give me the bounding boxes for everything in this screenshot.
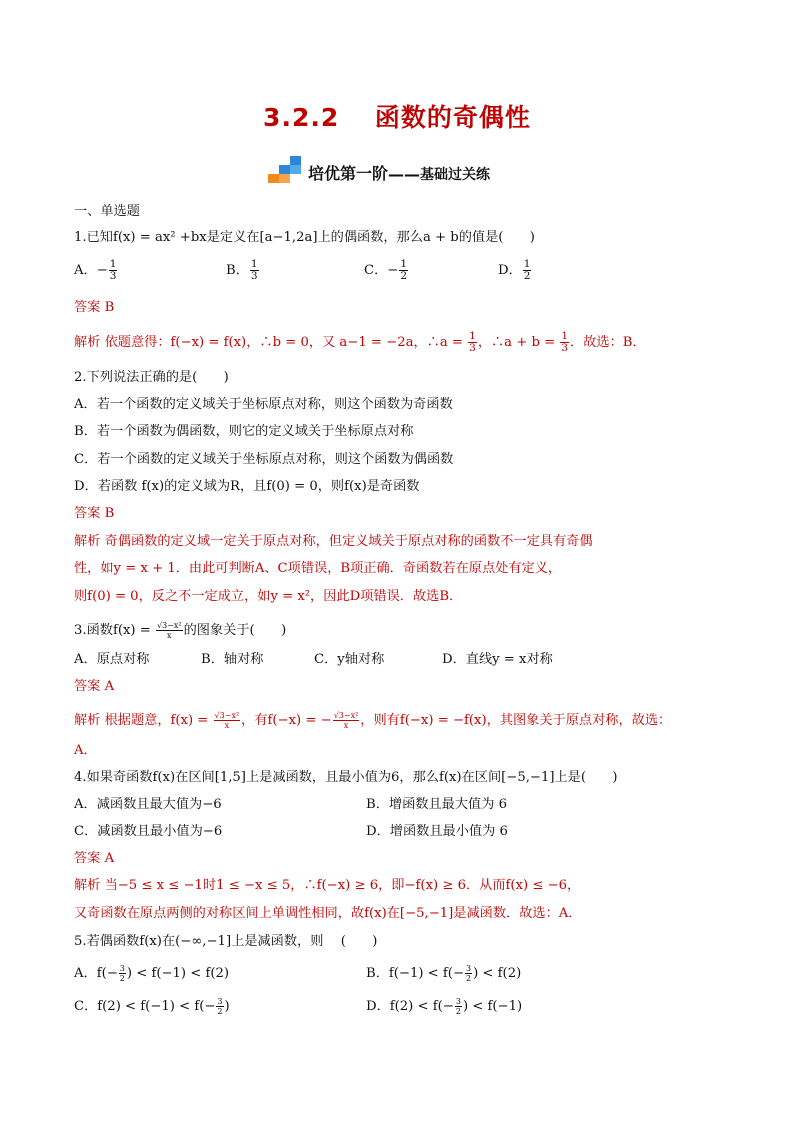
q2-analysis-line-3: 则f(0) = 0，反之不一定成立，如y = x²，因此D项错误．故选B． xyxy=(74,589,463,604)
q5-option-d: D．f(2) < f(− $\frac{3}{2}$ ) < f(−1) xyxy=(366,997,523,1016)
q4-option-a: A．减函数且最大值为−6 xyxy=(74,797,222,812)
banner-subtitle: 基础过关练 xyxy=(420,167,491,183)
q4-option-c: C．减函数且最小值为−6 xyxy=(74,824,223,839)
q4-answer: 答案 A xyxy=(74,851,115,866)
q3-option-b: B．轴对称 xyxy=(201,652,264,667)
q4-analysis-line-2: 又奇函数在原点两侧的对称区间上单调性相同，故f(x)在[−5,−1]是减函数．故选：A． xyxy=(74,906,582,921)
q1-analysis: 解析 依题意得：f(−x) = f(x)，∴b = 0，又 a−1 = −2a，∴a = $\frac{1}{3}$ ，∴a + b = $\frac{1}{3}$ ．故选：B． xyxy=(74,330,646,354)
page-title: 3.2.2 函数的奇偶性 xyxy=(263,103,531,132)
q3-option-a: A．原点对称 xyxy=(74,652,150,667)
q1-option-b: B． $\frac{1}{3}$ xyxy=(226,258,258,282)
q1-answer: 答案 B xyxy=(74,300,115,315)
q5-stem: 5.若偶函数f(x)在(−∞,−1]上是减函数，则 ( ) xyxy=(74,934,378,949)
q3-stem: 3.函数f(x) = $\frac{\text{√3−x²}}{x}$ 的图象关于( ) xyxy=(74,621,287,640)
q2-option-c: C．若一个函数的定义域关于坐标原点对称，则这个函数为偶函数 xyxy=(74,452,454,467)
q3-analysis: 解析 根据题意，f(x) = $\frac{\text{√3−x²}}{x}$ ，有f(−x) = − $\frac{\text{√3−x²}}{x}$ ，则有f(−x) = −f(x)，其图象关于原点对称，故选： xyxy=(74,711,672,730)
section-heading: 一、单选题 xyxy=(74,204,140,219)
q2-stem: 2.下列说法正确的是( ) xyxy=(74,370,229,385)
q5-option-a: A．f(− $\frac{3}{2}$ ) < f(−1) < f(2) xyxy=(74,964,230,983)
q5-option-b: B．f(−1) < f(− $\frac{3}{2}$ ) < f(2) xyxy=(366,964,522,983)
q2-analysis-line-1: 解析 奇偶函数的定义域一定关于原点对称，但定义域关于原点对称的函数不一定具有奇偶 xyxy=(74,534,593,549)
q3-option-d: D．直线y = x对称 xyxy=(442,652,553,667)
q4-analysis-line-1: 解析 当−5 ≤ x ≤ −1时1 ≤ −x ≤ 5，∴f(−x) ≥ 6，即−f(x) ≥ 6．从而f(x) ≤ −6， xyxy=(74,878,581,893)
q1-stem: 1.已知f(x) = ax² +bx是定义在[a−1,2a]上的偶函数，那么a + b的值是( ) xyxy=(74,230,535,245)
q4-stem: 4.如果奇函数f(x)在区间[1,5]上是减函数，且最小值为6，那么f(x)在区间[−5,−1]上是( ) xyxy=(74,770,618,785)
stairs-icon xyxy=(268,155,304,185)
q2-option-a: A．若一个函数的定义域关于坐标原点对称，则这个函数为奇函数 xyxy=(74,397,453,412)
q2-option-b: B．若一个函数为偶函数，则它的定义域关于坐标原点对称 xyxy=(74,424,414,439)
q3-option-c: C．y轴对称 xyxy=(314,652,385,667)
q2-option-d: D．若函数 f(x)的定义域为R，且f(0) = 0，则f(x)是奇函数 xyxy=(74,479,420,494)
q3-answer: 答案 A xyxy=(74,679,115,694)
q4-option-d: D．增函数且最小值为 6 xyxy=(366,824,508,839)
q2-answer: 答案 B xyxy=(74,506,115,521)
section-banner xyxy=(268,153,490,185)
banner-dash: —— xyxy=(388,165,421,184)
q1-option-a: A．− $\frac{1}{3}$ xyxy=(74,258,117,282)
q1-option-d: D． $\frac{1}{2}$ xyxy=(498,258,531,282)
banner-title: 培优第一阶 xyxy=(308,164,389,183)
q1-option-c: C．− $\frac{1}{2}$ xyxy=(364,258,408,282)
q4-option-b: B．增函数且最大值为 6 xyxy=(366,797,507,812)
q5-option-c: C．f(2) < f(−1) < f(− $\frac{3}{2}$ ) xyxy=(74,997,230,1016)
q3-analysis-cont: A． xyxy=(74,743,97,758)
q2-analysis-line-2: 性，如y = x + 1．由此可判断A、C项错误，B项正确．奇函数若在原点处有定义， xyxy=(74,561,562,576)
